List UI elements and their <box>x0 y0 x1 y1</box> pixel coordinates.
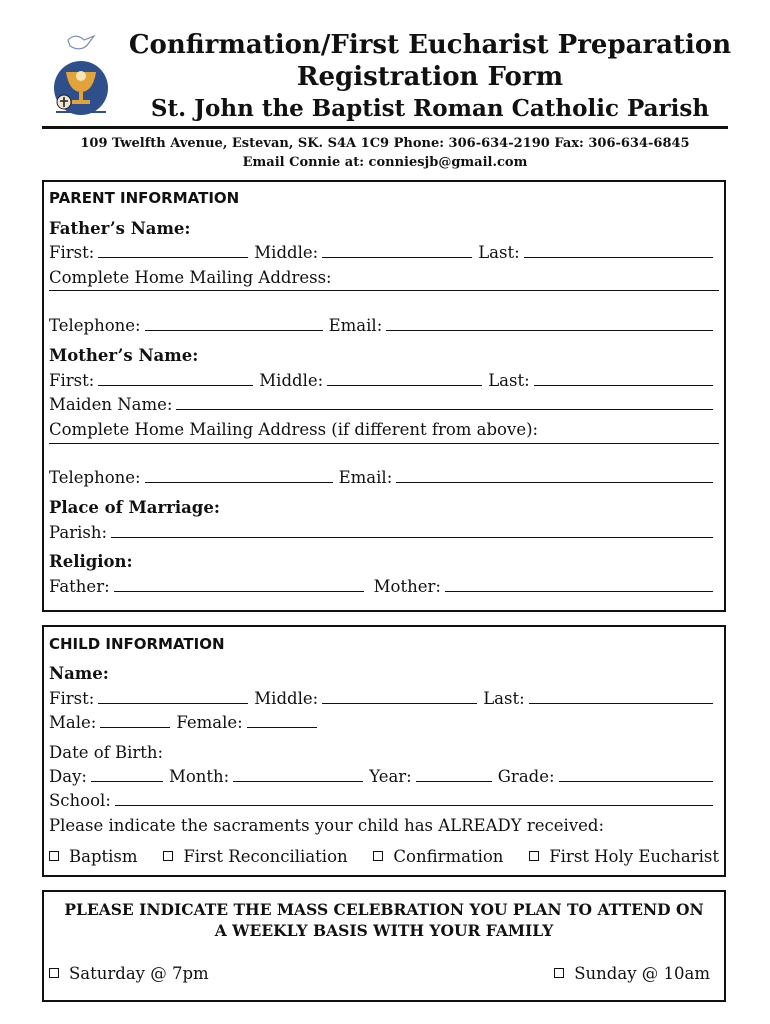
mother-name-row <box>49 371 719 391</box>
grade-field[interactable] <box>559 767 713 782</box>
mother-telephone-field[interactable] <box>145 468 333 483</box>
father-last-field[interactable] <box>524 243 713 258</box>
mother-contact-row <box>49 468 719 488</box>
female-label: Female: <box>176 713 243 732</box>
religion-mother-field[interactable] <box>445 577 713 592</box>
mothers-name-heading: Mother’s Name: <box>49 346 199 365</box>
mother-first-field[interactable] <box>98 371 253 386</box>
father-name-row <box>49 243 719 263</box>
month-field[interactable] <box>233 767 363 782</box>
father-middle-field[interactable] <box>322 243 472 258</box>
mass-heading-line1: PLEASE INDICATE THE MASS CELEBRATION YOU PLAN TO ATTEND ON <box>64 900 704 919</box>
mother-address-label: Complete Home Mailing Address (if different from above): <box>49 420 539 439</box>
mass-celebration-section <box>42 890 726 1002</box>
sacrament-confirmation-label: Confirmation <box>393 847 504 866</box>
father-first-field[interactable] <box>98 243 248 258</box>
maiden-name-field[interactable] <box>176 395 713 410</box>
contact-email: Email Connie at: conniesjb@gmail.com <box>242 155 528 170</box>
form-title-line1: Confirmation/First Eucharist Preparation <box>128 30 732 60</box>
religion-mother-label: Mother: <box>373 577 441 596</box>
sacrament-confirmation[interactable] <box>373 847 503 867</box>
child-middle-label: Middle: <box>254 689 319 708</box>
day-label: Day: <box>49 767 87 786</box>
child-name-row <box>49 689 719 709</box>
female-field[interactable] <box>247 713 317 728</box>
parish-field[interactable] <box>111 523 713 538</box>
sacrament-baptism-label: Baptism <box>69 847 138 866</box>
father-last-label: Last: <box>478 243 520 262</box>
child-last-label: Last: <box>483 689 525 708</box>
sacrament-first-holy-eucharist[interactable] <box>529 847 719 867</box>
month-label: Month: <box>168 767 230 786</box>
father-first-label: First: <box>49 243 95 262</box>
mother-middle-label: Middle: <box>259 371 324 390</box>
male-label: Male: <box>49 713 97 732</box>
form-title-line2: Registration Form <box>296 62 564 92</box>
child-section-title: CHILD INFORMATION <box>49 635 225 653</box>
father-telephone-field[interactable] <box>145 316 323 331</box>
sacrament-baptism[interactable] <box>49 847 138 867</box>
mother-last-field[interactable] <box>534 371 713 386</box>
grade-label: Grade: <box>497 767 555 786</box>
religion-father-label: Father: <box>49 577 110 596</box>
sacrament-first-reconciliation-label: First Reconciliation <box>183 847 348 866</box>
school-field[interactable] <box>115 791 713 806</box>
sacrament-first-reconciliation[interactable] <box>163 847 347 867</box>
male-field[interactable] <box>100 713 170 728</box>
checkbox-icon[interactable] <box>163 851 173 861</box>
parish-label: Parish: <box>49 523 108 542</box>
child-middle-field[interactable] <box>322 689 477 704</box>
parish-logo <box>50 32 112 120</box>
mother-last-label: Last: <box>488 371 530 390</box>
parent-section-title: PARENT INFORMATION <box>49 189 240 207</box>
dob-row <box>49 767 719 787</box>
school-row <box>49 791 719 811</box>
child-gender-row <box>49 713 719 733</box>
child-last-field[interactable] <box>529 689 713 704</box>
sacraments-row <box>49 847 719 867</box>
checkbox-icon[interactable] <box>49 968 59 978</box>
father-middle-label: Middle: <box>254 243 319 262</box>
fathers-name-heading: Father’s Name: <box>49 219 191 238</box>
marriage-heading: Place of Marriage: <box>49 498 220 517</box>
religion-father-field[interactable] <box>114 577 364 592</box>
year-label: Year: <box>369 767 412 786</box>
maiden-name-label: Maiden Name: <box>49 395 173 414</box>
mass-option-saturday-label: Saturday @ 7pm <box>69 964 209 983</box>
child-information-section <box>42 625 726 877</box>
mother-email-field[interactable] <box>396 468 713 483</box>
father-address-label: Complete Home Mailing Address: <box>49 268 332 287</box>
parish-row <box>49 523 719 543</box>
header-divider <box>42 126 728 129</box>
mass-option-saturday[interactable] <box>49 964 209 984</box>
dove-chalice-icon <box>50 32 112 120</box>
father-email-label: Email: <box>328 316 383 335</box>
mother-telephone-label: Telephone: <box>49 468 141 487</box>
checkbox-icon[interactable] <box>49 851 59 861</box>
child-name-heading: Name: <box>49 664 109 683</box>
checkbox-icon[interactable] <box>529 851 539 861</box>
checkbox-icon[interactable] <box>373 851 383 861</box>
mass-heading-line2: A WEEKLY BASIS WITH YOUR FAMILY <box>214 921 554 940</box>
religion-heading: Religion: <box>49 552 133 571</box>
father-contact-row <box>49 316 719 336</box>
mother-first-label: First: <box>49 371 95 390</box>
school-label: School: <box>49 791 111 810</box>
mother-email-label: Email: <box>338 468 393 487</box>
day-field[interactable] <box>91 767 163 782</box>
mass-option-sunday-label: Sunday @ 10am <box>574 964 710 983</box>
contact-address: 109 Twelfth Avenue, Estevan, SK. S4A 1C9 Phone: 306-634-2190 Fax: 306-634-6845 <box>80 136 690 151</box>
mother-middle-field[interactable] <box>327 371 482 386</box>
mass-option-sunday[interactable] <box>554 964 710 984</box>
father-telephone-label: Telephone: <box>49 316 141 335</box>
child-first-label: First: <box>49 689 95 708</box>
father-email-field[interactable] <box>386 316 713 331</box>
maiden-name-row <box>49 395 719 415</box>
child-first-field[interactable] <box>98 689 248 704</box>
mother-address-field[interactable] <box>49 443 719 444</box>
parish-name: St. John the Baptist Roman Catholic Parish <box>150 95 710 122</box>
parent-information-section <box>42 180 726 612</box>
year-field[interactable] <box>416 767 492 782</box>
religion-row <box>49 577 719 597</box>
sacraments-prompt: Please indicate the sacraments your child has ALREADY received: <box>49 816 605 835</box>
dob-label: Date of Birth: <box>49 743 164 762</box>
sacrament-first-holy-eucharist-label: First Holy Eucharist <box>549 847 719 866</box>
checkbox-icon[interactable] <box>554 968 564 978</box>
mass-options-row <box>49 964 710 984</box>
father-address-field[interactable] <box>49 290 719 291</box>
